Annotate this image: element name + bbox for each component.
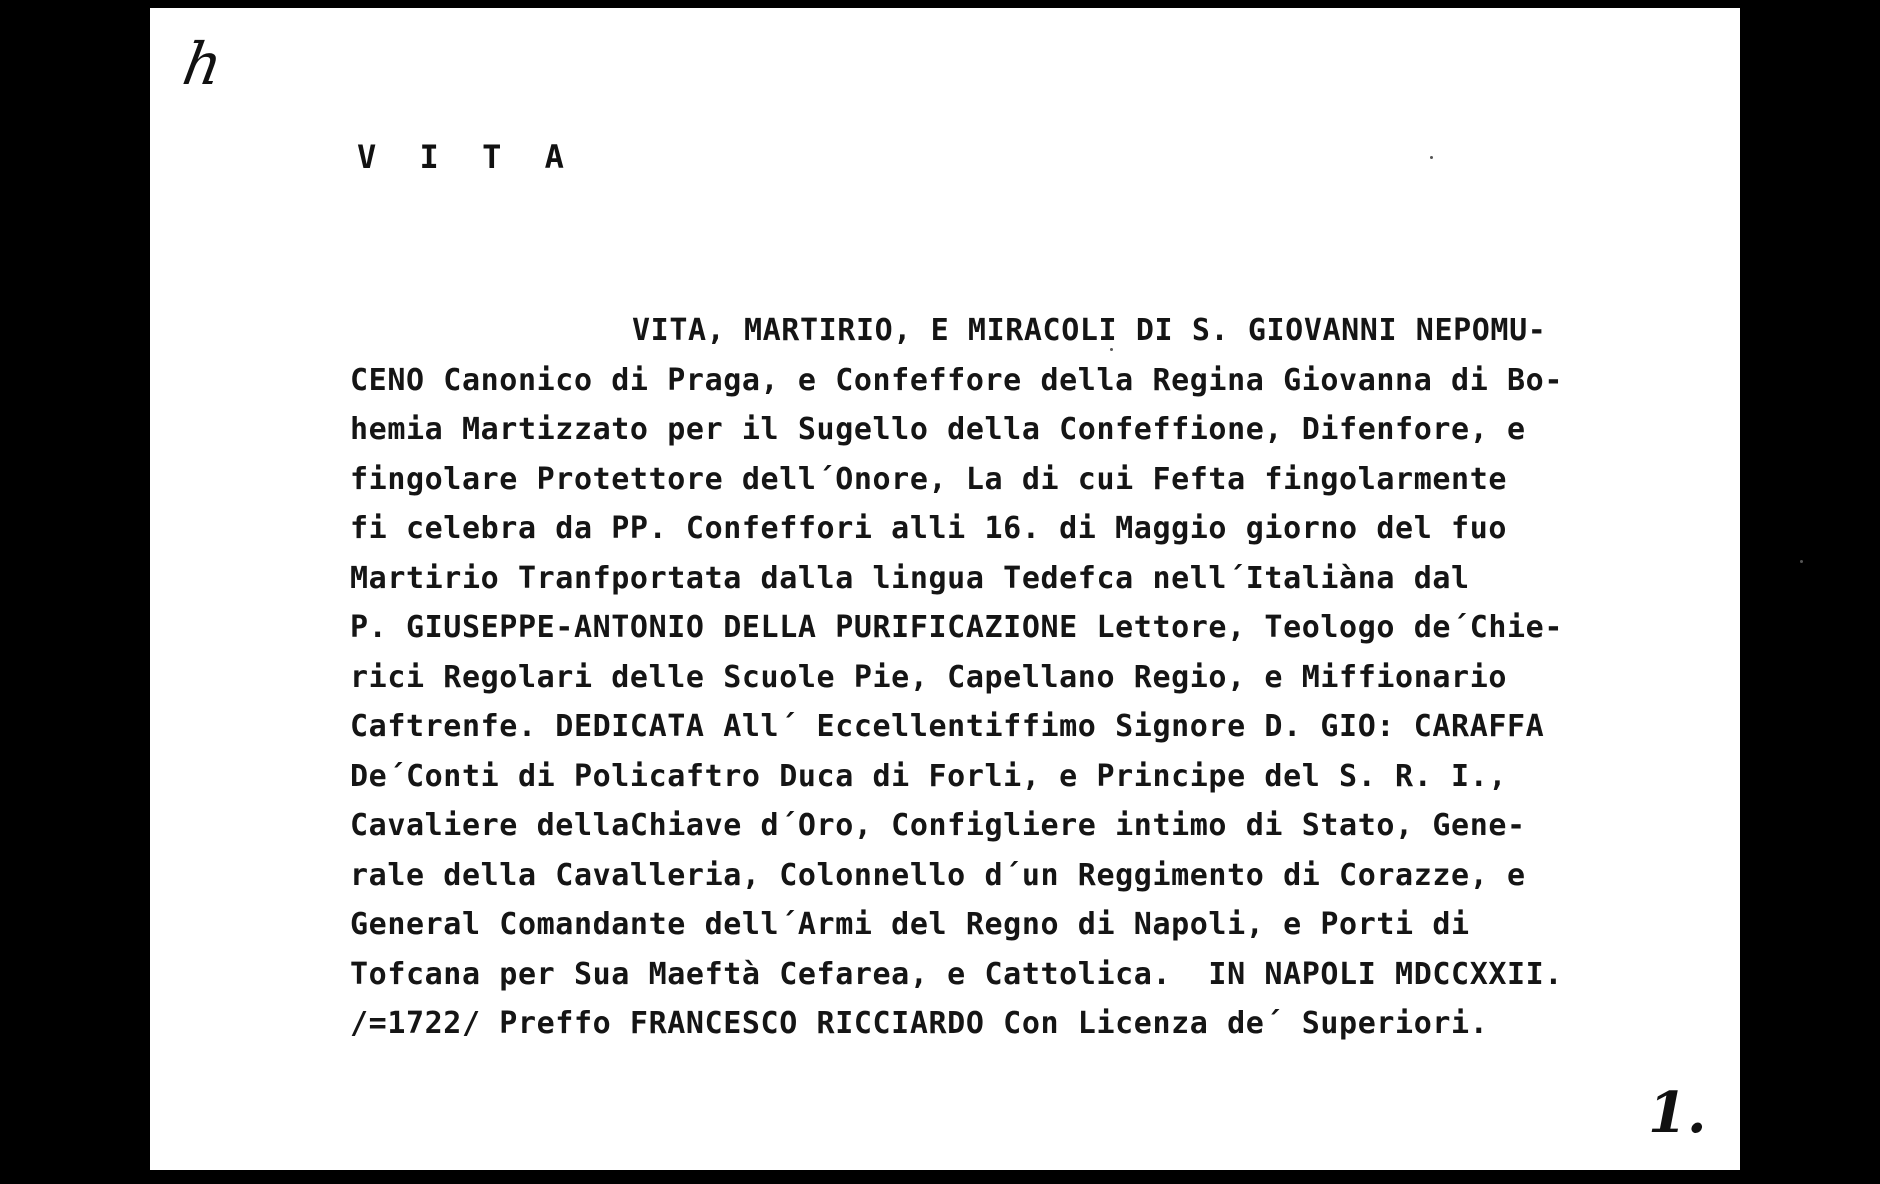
- handwritten-page-number: 1.: [1648, 1080, 1707, 1146]
- entry-line: De´Conti di Policaftro Duca di Forli, e Principe del S. R. I.,: [350, 758, 1508, 794]
- entry-line: /=1722/ Preffo FRANCESCO RICCIARDO Con Licenza de´ Superiori.: [350, 1006, 1489, 1041]
- entry-line: fingolare Protettore dell´Onore, La di cui Fefta fingolarmente: [350, 461, 1508, 497]
- bibliographic-entry: [350, 306, 1670, 1049]
- card-heading: V I T A: [357, 138, 576, 176]
- scan-speck: [1430, 156, 1433, 159]
- entry-line: Cavaliere dellaChiave d´Oro, Configliere intimo di Stato, Gene-: [350, 808, 1526, 843]
- entry-line: VITA, MARTIRIO, E MIRACOLI DI S. GIOVANNI NEPOMU-: [632, 313, 1547, 348]
- entry-line: General Comandante dell´Armi del Regno di Napoli, e Porti di: [350, 907, 1470, 942]
- corner-handwritten-mark: h: [178, 30, 228, 98]
- entry-line: Tofcana per Sua Maeftà Cefarea, e Cattolica. IN NAPOLI MDCCXXII.: [350, 956, 1563, 992]
- entry-line: Martirio Tranfportata dalla lingua Tedefca nell´Italiàna dal: [350, 560, 1470, 596]
- entry-line: fi celebra da PP. Confeffori alli 16. di Maggio giorno del fuo: [350, 511, 1508, 546]
- entry-line: hemia Martizzato per il Sugello della Confeffione, Difenfore, e: [350, 412, 1526, 447]
- entry-line: CENO Canonico di Praga, e Confeffore della Regina Giovanna di Bo-: [350, 362, 1563, 398]
- entry-line: Caftrenfe. DEDICATA All´ Eccellentiffimo Signore D. GIO: CARAFFA: [350, 709, 1545, 744]
- scan-speck: [1110, 348, 1113, 351]
- entry-line: rale della Cavalleria, Colonnello d´un Reggimento di Corazze, e: [350, 857, 1526, 893]
- entry-line: P. GIUSEPPE-ANTONIO DELLA PURIFICAZIONE Lettore, Teologo de´Chie-: [350, 610, 1563, 645]
- entry-line: rici Regolari delle Scuole Pie, Capellano Regio, e Miffionario: [350, 659, 1508, 695]
- scan-speck: [1800, 560, 1803, 563]
